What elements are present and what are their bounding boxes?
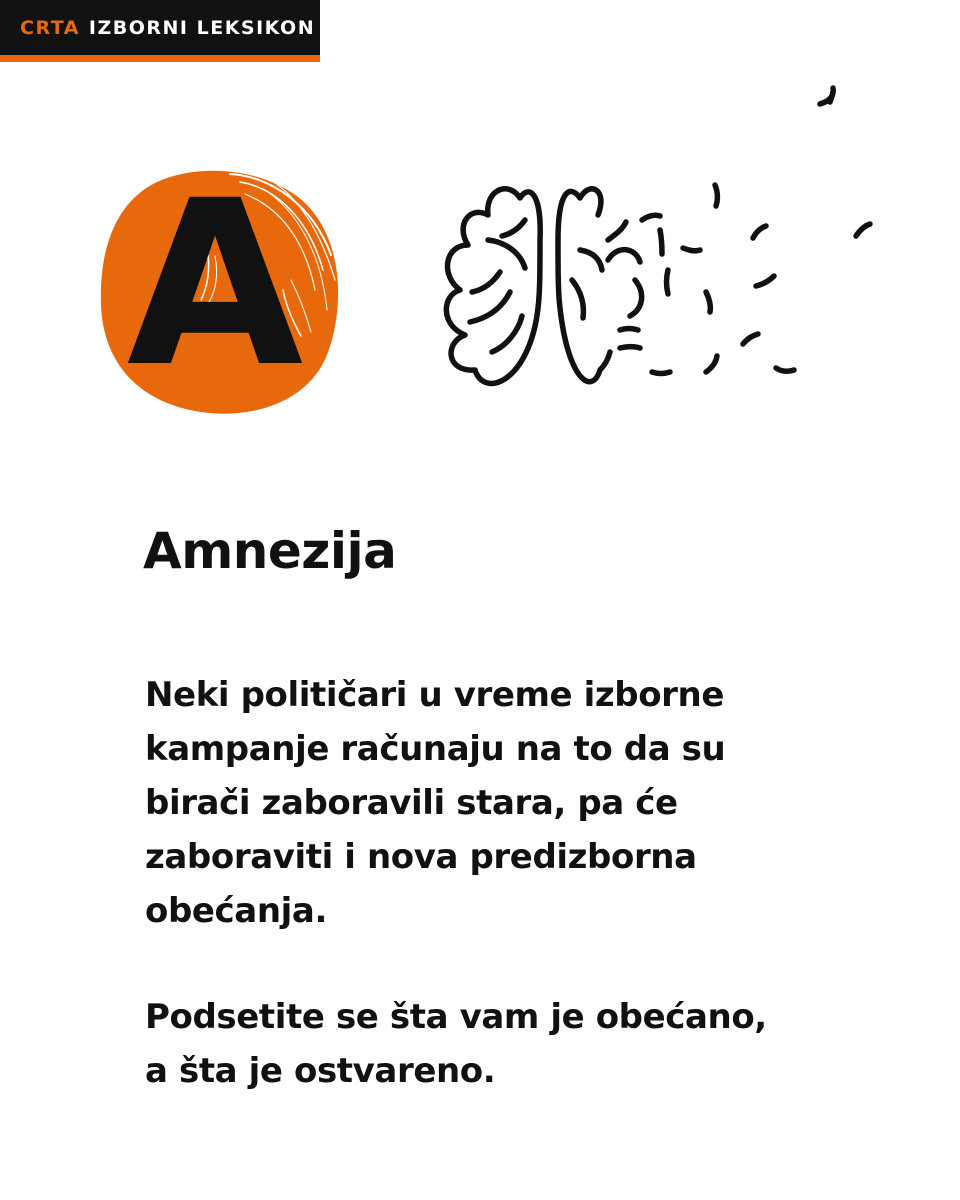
letter-badge bbox=[95, 160, 345, 420]
brand-title: IZBORNI LEKSIKON bbox=[88, 16, 316, 39]
brand-tag bbox=[0, 0, 320, 62]
term-heading: Amnezija bbox=[143, 522, 397, 580]
advice-paragraph: Podsetite se šta vam je obećano, a šta je ostvareno. bbox=[145, 997, 767, 1091]
badge-letter: A bbox=[126, 160, 304, 417]
brand-org: CRTA bbox=[20, 16, 80, 39]
dissolving-brain-icon bbox=[430, 80, 880, 400]
orange-blob-icon bbox=[95, 160, 345, 420]
definition-paragraph: Neki političari u vreme izborne kampanje računaju na to da su birači zaboravili stara, pa će zaboraviti i nova predizborna obećanja. bbox=[145, 675, 726, 931]
